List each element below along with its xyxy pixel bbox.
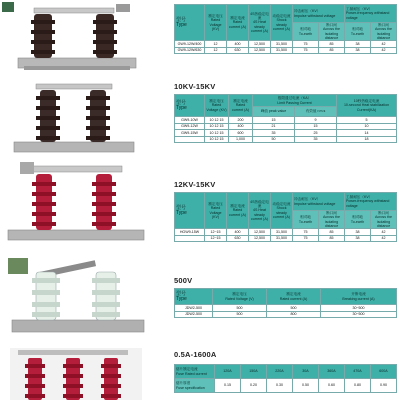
product-photos: [0, 0, 152, 400]
section-title-500v: 500V: [174, 276, 193, 285]
col-rated-current: 额定电流 Rated current (A): [227, 193, 249, 229]
switch-illustration-white: [0, 254, 152, 338]
product-photo-gw9-red: [0, 160, 152, 248]
col-across-a: 断口间 Across the isolating distance: [319, 23, 345, 41]
col-across-b: 断口间 Across the isolating distance: [371, 23, 397, 41]
col-model: 型号 Type: [175, 5, 205, 41]
switch-illustration-red-2: [0, 340, 152, 400]
col-peak: 峰值 peak value: [253, 107, 295, 117]
product-photo-gw9-black: [0, 80, 152, 160]
col-breaking-current: 开断电流 Breaking current (A): [321, 289, 397, 305]
col-to-earth-a: 相对地 To-earth: [293, 211, 319, 229]
col-across-b: 断口间 Across the isolating distance: [371, 211, 397, 229]
table-row: 12~15 630 12,500 31,500 75 85 38 42: [175, 235, 397, 242]
table-row: GW9-15W 10 12 15 600 35 25 14: [175, 130, 397, 137]
spec-table-fuse: [174, 364, 397, 393]
row-label-rated-current: 熔片额定电流 Fuse Rated current: [175, 365, 215, 379]
col-power-freq: 工频耐压（KV） Power-frequency withstand voltage: [345, 193, 397, 211]
table-row: GW9-12W 10 12 15 400 21 15 10: [175, 123, 397, 130]
table-row: JDW2-500 500 800 30~500: [175, 311, 397, 318]
product-photo-red-2: [0, 340, 152, 400]
col-power-freq: 工频耐压（KV） Power-frequency withstand voltage: [345, 5, 397, 23]
table-row: 熔片厚度 Fuse specification 0.15 0.20 0.30 0.50 0.60 0.80 0.90: [175, 379, 397, 393]
col-impulse: 冲击耐压（KV） Impulse withstand voltage: [293, 193, 345, 211]
product-photo-gw9-dark: [0, 0, 152, 80]
section-title-10-15kv: 10KV-15KV: [174, 82, 216, 91]
col-model: 型号 Type: [175, 193, 205, 229]
product-photo-jdw2-white: [0, 254, 152, 338]
col-rated-current: 额定电流 Rated current (A): [227, 5, 249, 41]
table-row: GW9-10W 10 12 15 200 15 9 5: [175, 117, 397, 124]
spec-column: [160, 0, 396, 400]
col-to-earth-a: 相对地 To-earth: [293, 23, 319, 41]
col-model: 型号 Type: [175, 289, 213, 305]
spec-table-hgw9-15w: [174, 192, 397, 242]
col-rated-voltage: 额定电压 Rated Voltage (KV): [205, 95, 229, 117]
switch-illustration-black: [0, 80, 152, 160]
col-thermal: 4S热稳定电流 4S Heat steady current (A): [249, 5, 271, 41]
spec-table-gw9-12w: [174, 4, 397, 54]
col-rated-current: 额定电流 Rated current (A): [229, 95, 253, 117]
col-to-earth-b: 相对地 To-earth: [345, 211, 371, 229]
switch-illustration-dark: [0, 0, 152, 80]
spec-table-jdw2-500: [174, 288, 397, 318]
col-limit-current: 极限通过电流（KA） Limit Passing Current: [253, 95, 337, 107]
table-row: JDW2-500 500 500 30~500: [175, 305, 397, 312]
col-to-earth-b: 相对地 To-earth: [345, 23, 371, 41]
table-row: 10 12 15 1,000 50 35 18: [175, 136, 397, 143]
col-model: 型号 Type: [175, 95, 205, 117]
spec-table-gw9-10-15: [174, 94, 397, 143]
col-rms: 有效值 r.m.s: [295, 107, 337, 117]
col-impulse: 冲击耐压（KV） Impulse withstand voltage: [293, 5, 345, 23]
col-rated-voltage: 额定电压 Rated Voltage (KV): [205, 193, 227, 229]
table-row: GW9-12W/630 12 630 12,500 31,500 75 85 38 42: [175, 47, 397, 54]
table-row: GW9-12W/400 12 400 12,500 31,500 75 85 38 42: [175, 41, 397, 48]
switch-illustration-red: [0, 160, 152, 248]
table-row: 熔片额定电流 Fuse Rated current 120A 150A 220A 30A 360A 470A 600A: [175, 365, 397, 379]
col-across-a: 断口间 Across the isolating distance: [319, 211, 345, 229]
col-rated-voltage: 额定电压 Rated Voltage (V): [213, 289, 267, 305]
section-title-12-15kv: 12KV-15KV: [174, 180, 216, 189]
col-rated-voltage: 额定电压 Rated Voltage (KV): [205, 5, 227, 41]
row-label-spec: 熔片厚度 Fuse specification: [175, 379, 215, 393]
col-thermal: 4S热稳定电流 4S Heat steady current (A): [249, 193, 271, 229]
table-row: HGW9-15W 12~15 400 12,500 31,500 75 85 38 42: [175, 229, 397, 236]
section-title-fuse: 0.5A-1600A: [174, 350, 217, 359]
col-dynamic: 动稳定电流 Shock steady current (A): [271, 5, 293, 41]
col-rated-current: 额定电流 Rated current (A): [267, 289, 321, 305]
col-dynamic: 动稳定电流 Shock steady current (A): [271, 193, 293, 229]
col-heat-stab: 10秒热稳定电流 10-second Heat stabilization Current(KA): [337, 95, 397, 117]
